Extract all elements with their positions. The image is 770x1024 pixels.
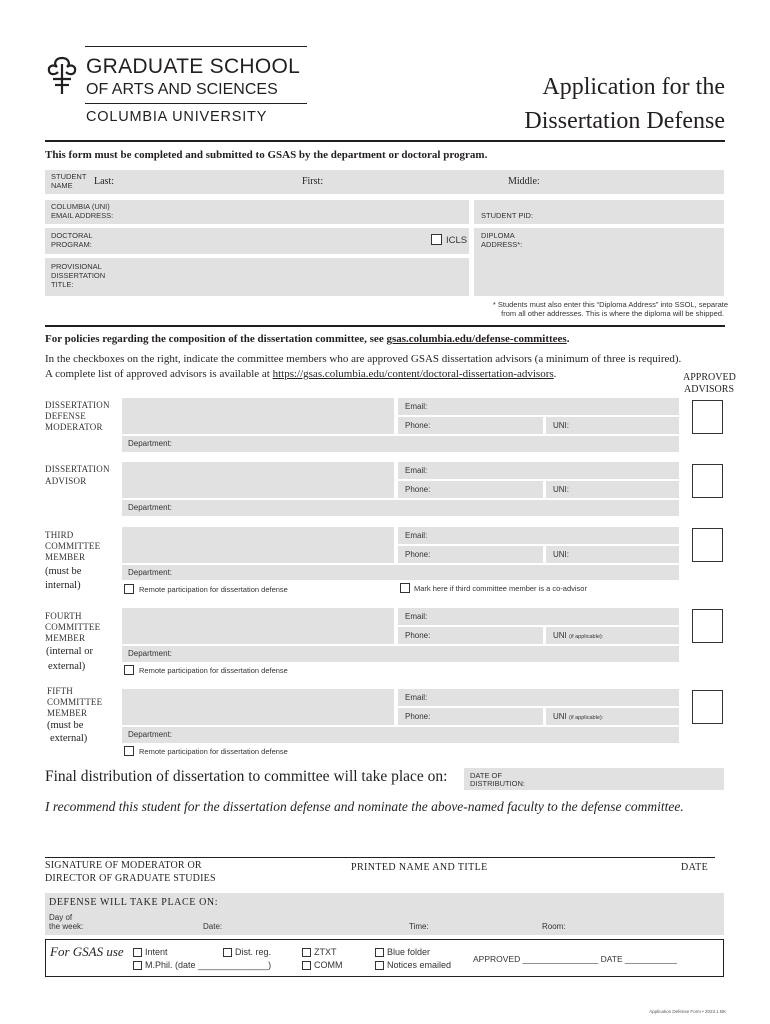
blue-folder-label: Blue folder (387, 947, 431, 957)
mphil-label: M.Phil. (date ______________) (145, 960, 272, 970)
student-name-field[interactable] (45, 170, 724, 194)
student-pid-label: STUDENT PID: (481, 211, 533, 220)
gsas-use-label: For GSAS use (50, 944, 124, 959)
policy-line-2-prefix: A complete list of approved advisors is available at (45, 368, 273, 380)
defense-room-label: Room: (542, 922, 566, 931)
fourth-remote-checkbox[interactable] (124, 665, 134, 675)
comm-checkbox[interactable] (302, 961, 311, 970)
signature-date-label: DATE (681, 862, 709, 873)
if-applicable-label: (if applicable): (569, 715, 604, 721)
fourth-member-department-field[interactable] (122, 646, 679, 662)
dissertation-title-field[interactable] (45, 258, 469, 296)
printed-name-label: PRINTED NAME AND TITLE (351, 862, 488, 873)
fifth-member-name-field[interactable] (122, 689, 394, 725)
phone-label: Phone: (405, 631, 431, 640)
fourth-member-email-field[interactable] (398, 608, 679, 625)
moderator-name-field[interactable] (122, 398, 394, 434)
phone-label: Phone: (405, 712, 431, 721)
phone-label: Phone: (405, 550, 431, 559)
icls-checkbox[interactable] (431, 234, 442, 245)
fifth-member-note-1: (must be (47, 720, 84, 731)
student-name-label: STUDENT NAME (51, 172, 87, 190)
icls-label: ICLS (446, 235, 468, 246)
advisor-approved-checkbox[interactable] (692, 464, 723, 498)
remote-label: Remote participation for dissertation defense (139, 585, 288, 594)
day-of-week-label-2: the week: (49, 922, 84, 931)
uni-if-applicable-label (553, 712, 603, 721)
program-label-1: DOCTORAL (51, 231, 93, 240)
defense-heading: DEFENSE WILL TAKE PLACE ON: (49, 897, 219, 908)
crown-logo-icon (45, 54, 79, 96)
fifth-member-note-2: external) (50, 733, 88, 744)
ztxt-checkbox[interactable] (302, 948, 311, 957)
email-label: Email: (405, 531, 428, 540)
logo-line-3: COLUMBIA UNIVERSITY (86, 109, 268, 125)
signature-label-2: DIRECTOR OF GRADUATE STUDIES (45, 873, 216, 884)
remote-label: Remote participation for dissertation defense (139, 747, 288, 756)
third-member-note-2: internal) (45, 580, 81, 591)
fifth-member-department-field[interactable] (122, 727, 679, 743)
fourth-member-name-field[interactable] (122, 608, 394, 644)
signature-label-1: SIGNATURE OF MODERATOR OR (45, 860, 202, 871)
day-of-week-label-1: Day of (49, 913, 73, 922)
form-title-line-1: Application for the (542, 74, 725, 100)
distribution-date-label-2: DISTRIBUTION: (470, 779, 526, 788)
email-label-2: EMAIL ADDRESS: (51, 211, 114, 220)
uni-if-applicable-label (553, 631, 603, 640)
fifth-member-label-2: COMMITTEE (47, 697, 103, 707)
recommendation-text: I recommend this student for the dissertation defense and nominate the above-named faculty to the defense committee. (45, 799, 684, 814)
fifth-remote-checkbox[interactable] (124, 746, 134, 756)
title-label-2: DISSERTATION (51, 271, 106, 280)
uni-label: UNI (553, 712, 567, 721)
intro-text: This form must be completed and submitted to GSAS by the department or doctoral program. (45, 149, 488, 161)
policy-line-2 (45, 368, 556, 380)
section-rule (45, 325, 725, 327)
title-label-1: PROVISIONAL (51, 262, 102, 271)
uni-label: UNI (553, 631, 567, 640)
if-applicable-label: (if applicable): (569, 634, 604, 640)
fifth-member-approved-checkbox[interactable] (692, 690, 723, 724)
logo-line-2: OF ARTS AND SCIENCES (86, 81, 278, 98)
fifth-member-label-1: FIFTH (47, 686, 74, 696)
moderator-label-1: DISSERTATION (45, 400, 110, 410)
dist-reg-label: Dist. reg. (235, 947, 272, 957)
third-member-label-3: MEMBER (45, 552, 86, 562)
coadvisor-checkbox[interactable] (400, 583, 410, 593)
fifth-member-email-field[interactable] (398, 689, 679, 706)
distribution-text: Final distribution of dissertation to committee will take place on: (45, 768, 448, 785)
defense-time-label: Time: (409, 922, 429, 931)
moderator-approved-checkbox[interactable] (692, 400, 723, 434)
phone-label: Phone: (405, 485, 431, 494)
fourth-member-note-1: (internal or (46, 646, 93, 657)
form-title-line-2: Dissertation Defense (524, 108, 725, 134)
header-rule (45, 140, 725, 142)
fourth-member-label-2: COMMITTEE (45, 622, 101, 632)
notices-label: Notices emailed (387, 960, 452, 970)
program-label-2: PROGRAM: (51, 240, 92, 249)
diploma-label-1: DIPLOMA (481, 231, 515, 240)
intent-label: Intent (145, 947, 168, 957)
third-remote-checkbox[interactable] (124, 584, 134, 594)
advisor-email-field[interactable] (398, 462, 679, 479)
advisor-name-field[interactable] (122, 462, 394, 498)
policy-line-1: In the checkboxes on the right, indicate the committee members who are approved GSAS dissertation advisors (a minimum of three is required). (45, 353, 682, 365)
blue-folder-checkbox[interactable] (375, 948, 384, 957)
notices-checkbox[interactable] (375, 961, 384, 970)
moderator-label-3: MODERATOR (45, 422, 103, 432)
doctoral-program-field[interactable] (45, 228, 469, 254)
coadvisor-label: Mark here if third committee member is a co-advisor (414, 584, 587, 593)
distribution-date-label-1: DATE OF (470, 771, 502, 780)
email-label: Email: (405, 402, 428, 411)
comm-label: COMM (314, 960, 343, 970)
policy-heading-suffix: . (566, 333, 570, 345)
fourth-member-label-3: MEMBER (45, 633, 86, 643)
middle-name-label: Middle: (508, 176, 540, 187)
policy-link[interactable]: gsas.columbia.edu/defense-committees (386, 333, 567, 345)
third-member-email-field[interactable] (398, 527, 679, 544)
last-name-label: Last: (94, 176, 114, 187)
moderator-email-field[interactable] (398, 398, 679, 415)
department-label: Department: (128, 730, 173, 739)
logo-line-1: GRADUATE SCHOOL (86, 55, 301, 78)
email-label: Email: (405, 612, 428, 621)
defense-date-label: Date: (203, 922, 223, 931)
intent-checkbox[interactable] (133, 948, 142, 957)
diploma-footnote-1: * Students must also enter this “Diploma Address” into SSOL, separate (492, 300, 728, 309)
uni-label: UNI: (553, 485, 569, 494)
policy-heading (45, 333, 569, 345)
mphil-checkbox[interactable] (133, 961, 142, 970)
email-label: Email: (405, 693, 428, 702)
email-label: Email: (405, 466, 428, 475)
advisor-department-field[interactable] (122, 500, 679, 516)
approved-date-line: APPROVED ________________ DATE ___________ (473, 954, 677, 964)
department-label: Department: (128, 568, 173, 577)
department-label: Department: (128, 439, 173, 448)
fourth-member-approved-checkbox[interactable] (692, 609, 723, 643)
approved-label-2: ADVISORS (684, 384, 735, 395)
footer-text: Application Defense Form • 2023.1 BK (649, 1009, 726, 1014)
moderator-department-field[interactable] (122, 436, 679, 452)
third-member-label-2: COMMITTEE (45, 541, 101, 551)
advisor-label-1: DISSERTATION (45, 464, 110, 474)
diploma-label-2: ADDRESS*: (481, 240, 523, 249)
department-label: Department: (128, 503, 173, 512)
department-label: Department: (128, 649, 173, 658)
third-member-note-1: (must be (45, 566, 82, 577)
signature-line (45, 857, 715, 858)
fifth-member-label-3: MEMBER (47, 708, 88, 718)
diploma-footnote-2: from all other addresses. This is where the diploma will be shipped. (501, 309, 724, 318)
uni-label: UNI: (553, 550, 569, 559)
moderator-label-2: DEFENSE (45, 411, 86, 421)
advisors-link[interactable]: https://gsas.columbia.edu/content/doctoral-dissertation-advisors (272, 368, 554, 380)
approved-label-1: APPROVED (683, 372, 736, 383)
fourth-member-label-1: FOURTH (45, 611, 82, 621)
uni-label: UNI: (553, 421, 569, 430)
advisor-label-2: ADVISOR (45, 476, 87, 486)
third-member-label-1: THIRD (45, 530, 74, 540)
phone-label: Phone: (405, 421, 431, 430)
first-name-label: First: (302, 176, 324, 187)
title-label-3: TITLE: (51, 280, 74, 289)
third-member-name-field[interactable] (122, 527, 394, 563)
dist-reg-checkbox[interactable] (223, 948, 232, 957)
policy-line-2-suffix: . (553, 368, 557, 380)
ztxt-label: ZTXT (314, 947, 337, 957)
policy-heading-prefix: For policies regarding the composition of the dissertation committee, see (45, 333, 387, 345)
fourth-member-note-2: external) (48, 661, 86, 672)
gsas-logo (45, 46, 310, 131)
remote-label: Remote participation for dissertation defense (139, 666, 288, 675)
third-member-approved-checkbox[interactable] (692, 528, 723, 562)
third-member-department-field[interactable] (122, 565, 679, 580)
email-label-1: COLUMBIA (UNI) (51, 202, 110, 211)
